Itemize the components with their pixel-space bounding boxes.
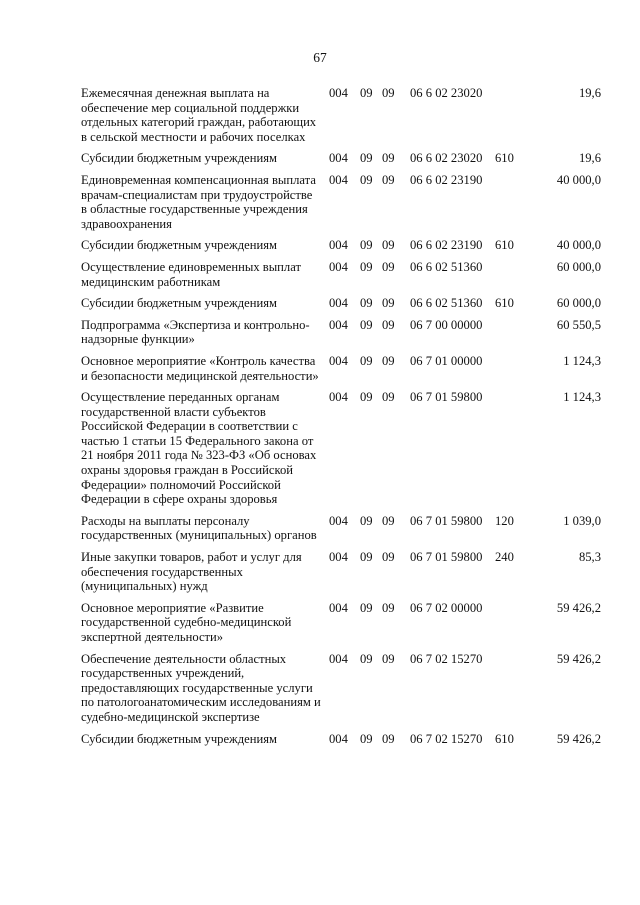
row-name: Основное мероприятие «Развитие государственной судебно-медицинской экспертной деятельности» bbox=[81, 600, 292, 644]
table-row bbox=[81, 514, 601, 543]
department-code: 004 bbox=[329, 259, 348, 274]
expense-type-code: 240 bbox=[495, 550, 514, 565]
subsection-code: 09 bbox=[382, 550, 395, 565]
amount: 85,3 bbox=[578, 550, 601, 565]
department-code: 004 bbox=[329, 86, 348, 100]
section-code: 09 bbox=[360, 259, 373, 274]
department-code: 004 bbox=[329, 731, 348, 746]
row-name: Расходы на выплаты персоналу государственных (муниципальных) органов bbox=[81, 513, 317, 543]
department-code: 004 bbox=[329, 238, 348, 253]
table-row bbox=[81, 550, 601, 594]
table-row bbox=[81, 238, 601, 253]
table-row bbox=[81, 260, 601, 289]
subsection-code: 09 bbox=[382, 86, 395, 100]
table-row bbox=[81, 732, 601, 747]
amount: 60 000,0 bbox=[556, 296, 601, 311]
table-row bbox=[81, 296, 601, 311]
row-name: Субсидии бюджетным учреждениям bbox=[81, 238, 277, 253]
subsection-code: 09 bbox=[382, 172, 395, 187]
expense-type-code: 610 bbox=[495, 151, 514, 166]
amount: 59 426,2 bbox=[556, 651, 601, 666]
budget-table bbox=[81, 86, 601, 753]
expense-type-code: 610 bbox=[495, 731, 514, 746]
target-item-code: 06 6 02 23190 bbox=[410, 172, 483, 187]
row-name: Осуществление переданных органам государственной власти субъектов Российской Федерации в соответствии с частью 1 статьи 15 Федерального закона от 21 ноября 2011 года № 323-ФЗ «Об основах охраны здоровья граждан в Российской Федерации» полномочий Российской Федерации в сфере охраны здоровья bbox=[81, 390, 317, 507]
table-row bbox=[81, 173, 601, 231]
amount: 19,6 bbox=[578, 151, 601, 166]
department-code: 004 bbox=[329, 550, 348, 565]
table-row bbox=[81, 86, 601, 144]
target-item-code: 06 7 02 00000 bbox=[410, 600, 483, 615]
row-name: Субсидии бюджетным учреждениям bbox=[81, 296, 277, 311]
section-code: 09 bbox=[360, 390, 373, 405]
amount: 59 426,2 bbox=[556, 600, 601, 615]
target-item-code: 06 7 01 59800 bbox=[410, 513, 483, 528]
department-code: 004 bbox=[329, 651, 348, 666]
department-code: 004 bbox=[329, 513, 348, 528]
subsection-code: 09 bbox=[382, 731, 395, 746]
row-name: Субсидии бюджетным учреждениям bbox=[81, 151, 277, 166]
target-item-code: 06 7 02 15270 bbox=[410, 731, 483, 746]
amount: 60 550,5 bbox=[556, 317, 601, 332]
amount: 1 124,3 bbox=[563, 390, 601, 405]
table-row bbox=[81, 601, 601, 645]
row-name: Осуществление единовременных выплат медицинским работникам bbox=[81, 259, 301, 289]
section-code: 09 bbox=[360, 731, 373, 746]
table-row bbox=[81, 390, 601, 507]
row-name: Субсидии бюджетным учреждениям bbox=[81, 731, 277, 746]
section-code: 09 bbox=[360, 86, 373, 100]
table-row bbox=[81, 354, 601, 383]
row-name: Единовременная компенсационная выплата врачам-специалистам при трудоустройстве в областные государственные учреждения здравоохранения bbox=[81, 172, 316, 231]
section-code: 09 bbox=[360, 317, 373, 332]
subsection-code: 09 bbox=[382, 296, 395, 311]
section-code: 09 bbox=[360, 600, 373, 615]
subsection-code: 09 bbox=[382, 390, 395, 405]
row-name: Подпрограмма «Экспертиза и контрольно-надзорные функции» bbox=[81, 317, 310, 347]
section-code: 09 bbox=[360, 151, 373, 166]
expense-type-code: 120 bbox=[495, 513, 514, 528]
subsection-code: 09 bbox=[382, 513, 395, 528]
department-code: 004 bbox=[329, 353, 348, 368]
subsection-code: 09 bbox=[382, 651, 395, 666]
department-code: 004 bbox=[329, 600, 348, 615]
page-number: 67 bbox=[313, 50, 327, 65]
section-code: 09 bbox=[360, 238, 373, 253]
expense-type-code: 610 bbox=[495, 238, 514, 253]
subsection-code: 09 bbox=[382, 238, 395, 253]
target-item-code: 06 7 01 00000 bbox=[410, 353, 483, 368]
amount: 19,6 bbox=[578, 86, 601, 100]
amount: 40 000,0 bbox=[556, 238, 601, 253]
department-code: 004 bbox=[329, 390, 348, 405]
section-code: 09 bbox=[360, 513, 373, 528]
subsection-code: 09 bbox=[382, 600, 395, 615]
department-code: 004 bbox=[329, 172, 348, 187]
row-name: Ежемесячная денежная выплата на обеспечение мер социальной поддержки отдельных категорий граждан, работающих в сельской местности и рабочих поселках bbox=[81, 86, 317, 144]
section-code: 09 bbox=[360, 651, 373, 666]
amount: 1 124,3 bbox=[563, 353, 601, 368]
table-row bbox=[81, 318, 601, 347]
subsection-code: 09 bbox=[382, 151, 395, 166]
target-item-code: 06 6 02 23020 bbox=[410, 151, 483, 166]
target-item-code: 06 7 02 15270 bbox=[410, 651, 483, 666]
target-item-code: 06 7 01 59800 bbox=[410, 550, 483, 565]
table-row bbox=[81, 151, 601, 166]
target-item-code: 06 7 00 00000 bbox=[410, 317, 483, 332]
expense-type-code: 610 bbox=[495, 296, 514, 311]
section-code: 09 bbox=[360, 172, 373, 187]
target-item-code: 06 6 02 23190 bbox=[410, 238, 483, 253]
department-code: 004 bbox=[329, 151, 348, 166]
subsection-code: 09 bbox=[382, 353, 395, 368]
target-item-code: 06 6 02 51360 bbox=[410, 296, 483, 311]
row-name: Иные закупки товаров, работ и услуг для обеспечения государственных (муниципальных) нужд bbox=[81, 550, 302, 594]
section-code: 09 bbox=[360, 550, 373, 565]
amount: 1 039,0 bbox=[563, 513, 601, 528]
table-row bbox=[81, 652, 601, 725]
department-code: 004 bbox=[329, 317, 348, 332]
section-code: 09 bbox=[360, 353, 373, 368]
target-item-code: 06 7 01 59800 bbox=[410, 390, 483, 405]
row-name: Основное мероприятие «Контроль качества и безопасности медицинской деятельности» bbox=[81, 353, 319, 383]
department-code: 004 bbox=[329, 296, 348, 311]
target-item-code: 06 6 02 51360 bbox=[410, 259, 483, 274]
amount: 60 000,0 bbox=[556, 259, 601, 274]
amount: 59 426,2 bbox=[556, 731, 601, 746]
target-item-code: 06 6 02 23020 bbox=[410, 86, 483, 100]
subsection-code: 09 bbox=[382, 317, 395, 332]
subsection-code: 09 bbox=[382, 259, 395, 274]
amount: 40 000,0 bbox=[556, 172, 601, 187]
row-name: Обеспечение деятельности областных государственных учреждений, предоставляющих государственные услуги по патологоанатомическим исследованиям и судебно-медицинской экспертизе bbox=[81, 651, 321, 724]
section-code: 09 bbox=[360, 296, 373, 311]
